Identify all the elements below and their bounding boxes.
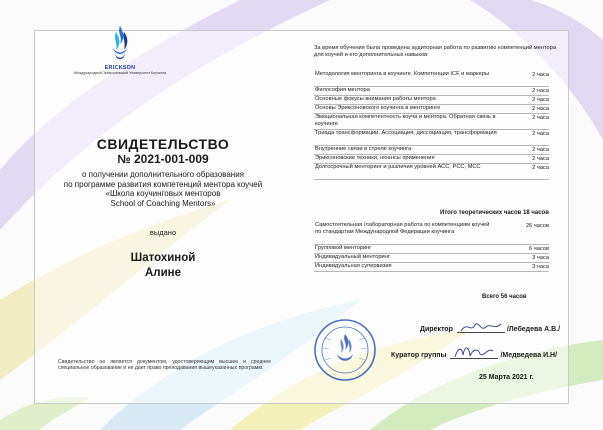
issue-date: 25 Марта 2021 г.	[479, 374, 534, 381]
course-name: Основные фокусы внимания работы ментора	[315, 96, 436, 102]
course-name: Эриксоновские техники, нюансы применения	[315, 155, 435, 161]
practice-row	[314, 254, 549, 263]
intro-text: За время обучения была проведена аудиторная работа по развитию компетенций ментора для коучей и его дополнительных навыков:	[314, 45, 556, 58]
course-row	[314, 87, 549, 96]
certificate-title: СВИДЕТЕЛЬСТВО	[96, 136, 230, 152]
practice-name: Самостоятельная /лабораторная работа по компетенциям коучей по стандартам Международной Федерации коучинга	[315, 222, 490, 235]
course-hours: 2 часа	[532, 88, 549, 94]
course-name: Философия ментора	[315, 87, 370, 93]
grand-total-hours: Всего 56 часов	[482, 294, 527, 300]
course-name: Триада трансформации. Ассоциация, диссоциация, трансформация	[315, 130, 497, 136]
program-line: School of Coaching Mentors»	[110, 198, 216, 208]
program-line: по программе развития компетенций ментора коучей	[63, 179, 263, 189]
curator-signature-line	[391, 348, 557, 359]
course-hours: 2 часа	[532, 115, 549, 121]
practice-name: Индивидуальная супервизия	[315, 263, 392, 269]
practice-row	[314, 263, 549, 272]
course-name: Эмоциональная компетентность коуча и ментора. Обратная связь в коучинге	[315, 114, 496, 127]
flame-icon	[107, 24, 133, 64]
course-hours: 2 часа	[532, 147, 549, 153]
practice-row	[314, 245, 549, 254]
course-row	[314, 155, 549, 164]
director-label: Директор	[420, 326, 453, 333]
course-row	[314, 71, 549, 87]
course-row	[314, 96, 549, 105]
practice-list	[314, 222, 549, 272]
program-line: «Школа коучинговых менторов	[105, 189, 221, 198]
erickson-logo	[70, 24, 170, 75]
logo-name: ERICKSON	[104, 65, 136, 71]
course-hours: 2 часа	[532, 72, 549, 78]
practice-name: Индивидуальный менторинг	[315, 254, 390, 260]
course-name: Долгосрочный менторинг и различия уровней АСС, PCC, MCC	[315, 164, 481, 170]
director-signature-line	[420, 322, 560, 333]
course-row	[314, 146, 549, 155]
practice-hours: 3 часа	[532, 255, 549, 261]
certificate-number: № 2021-001-009	[117, 152, 209, 166]
course-row	[314, 114, 549, 130]
curator-label: Куратор группы	[391, 352, 447, 359]
theory-hours-total: Итого теоретических часов 18 часов	[440, 210, 549, 216]
issued-label: выдано	[149, 228, 177, 237]
recipient-surname: Шатохиной	[130, 252, 196, 264]
course-name: Методология менторинга в коучинге. Компетенции ICF и маркеры	[315, 71, 490, 77]
course-name: Основы Эриксоновского коучинга в менторинге	[315, 105, 441, 111]
organization-stamp	[313, 318, 377, 382]
course-hours: 2 часа	[532, 165, 549, 171]
course-row	[314, 105, 549, 114]
course-hours: 2 часа	[532, 106, 549, 112]
practice-hours: 26 часов	[525, 223, 549, 229]
logo-subtitle: Международный Эриксоновский Университет Коучинга	[74, 71, 166, 75]
course-hours: 2 часа	[532, 97, 549, 103]
program-line: о получении дополнительного образования	[82, 170, 244, 179]
theory-course-list	[314, 71, 549, 180]
course-name: Внутренние связи в стреле коучинга	[315, 146, 412, 152]
recipient-firstname: Алине	[144, 267, 182, 279]
curator-name: /Медведева И.Н/	[500, 352, 558, 359]
disclaimer-text: Свидетельство не является документом, удостоверяющим высшее и среднее специальное образование и не дает право преподавания вышеуказанных программ.	[58, 359, 271, 372]
course-row	[314, 164, 549, 180]
practice-name: Групповой менторинг	[315, 245, 372, 251]
practice-hours: 6 часов	[529, 246, 549, 252]
practice-hours: 3 часа	[532, 264, 549, 270]
curator-signature	[450, 348, 498, 359]
program-description	[44, 170, 282, 208]
recipient-name	[44, 251, 282, 281]
director-signature	[457, 322, 505, 333]
practice-row	[314, 222, 549, 245]
course-hours: 2 часа	[532, 156, 549, 162]
director-name: /Лебедева А.В./	[506, 326, 561, 333]
course-hours: 2 часа	[532, 131, 549, 137]
course-row	[314, 130, 549, 146]
